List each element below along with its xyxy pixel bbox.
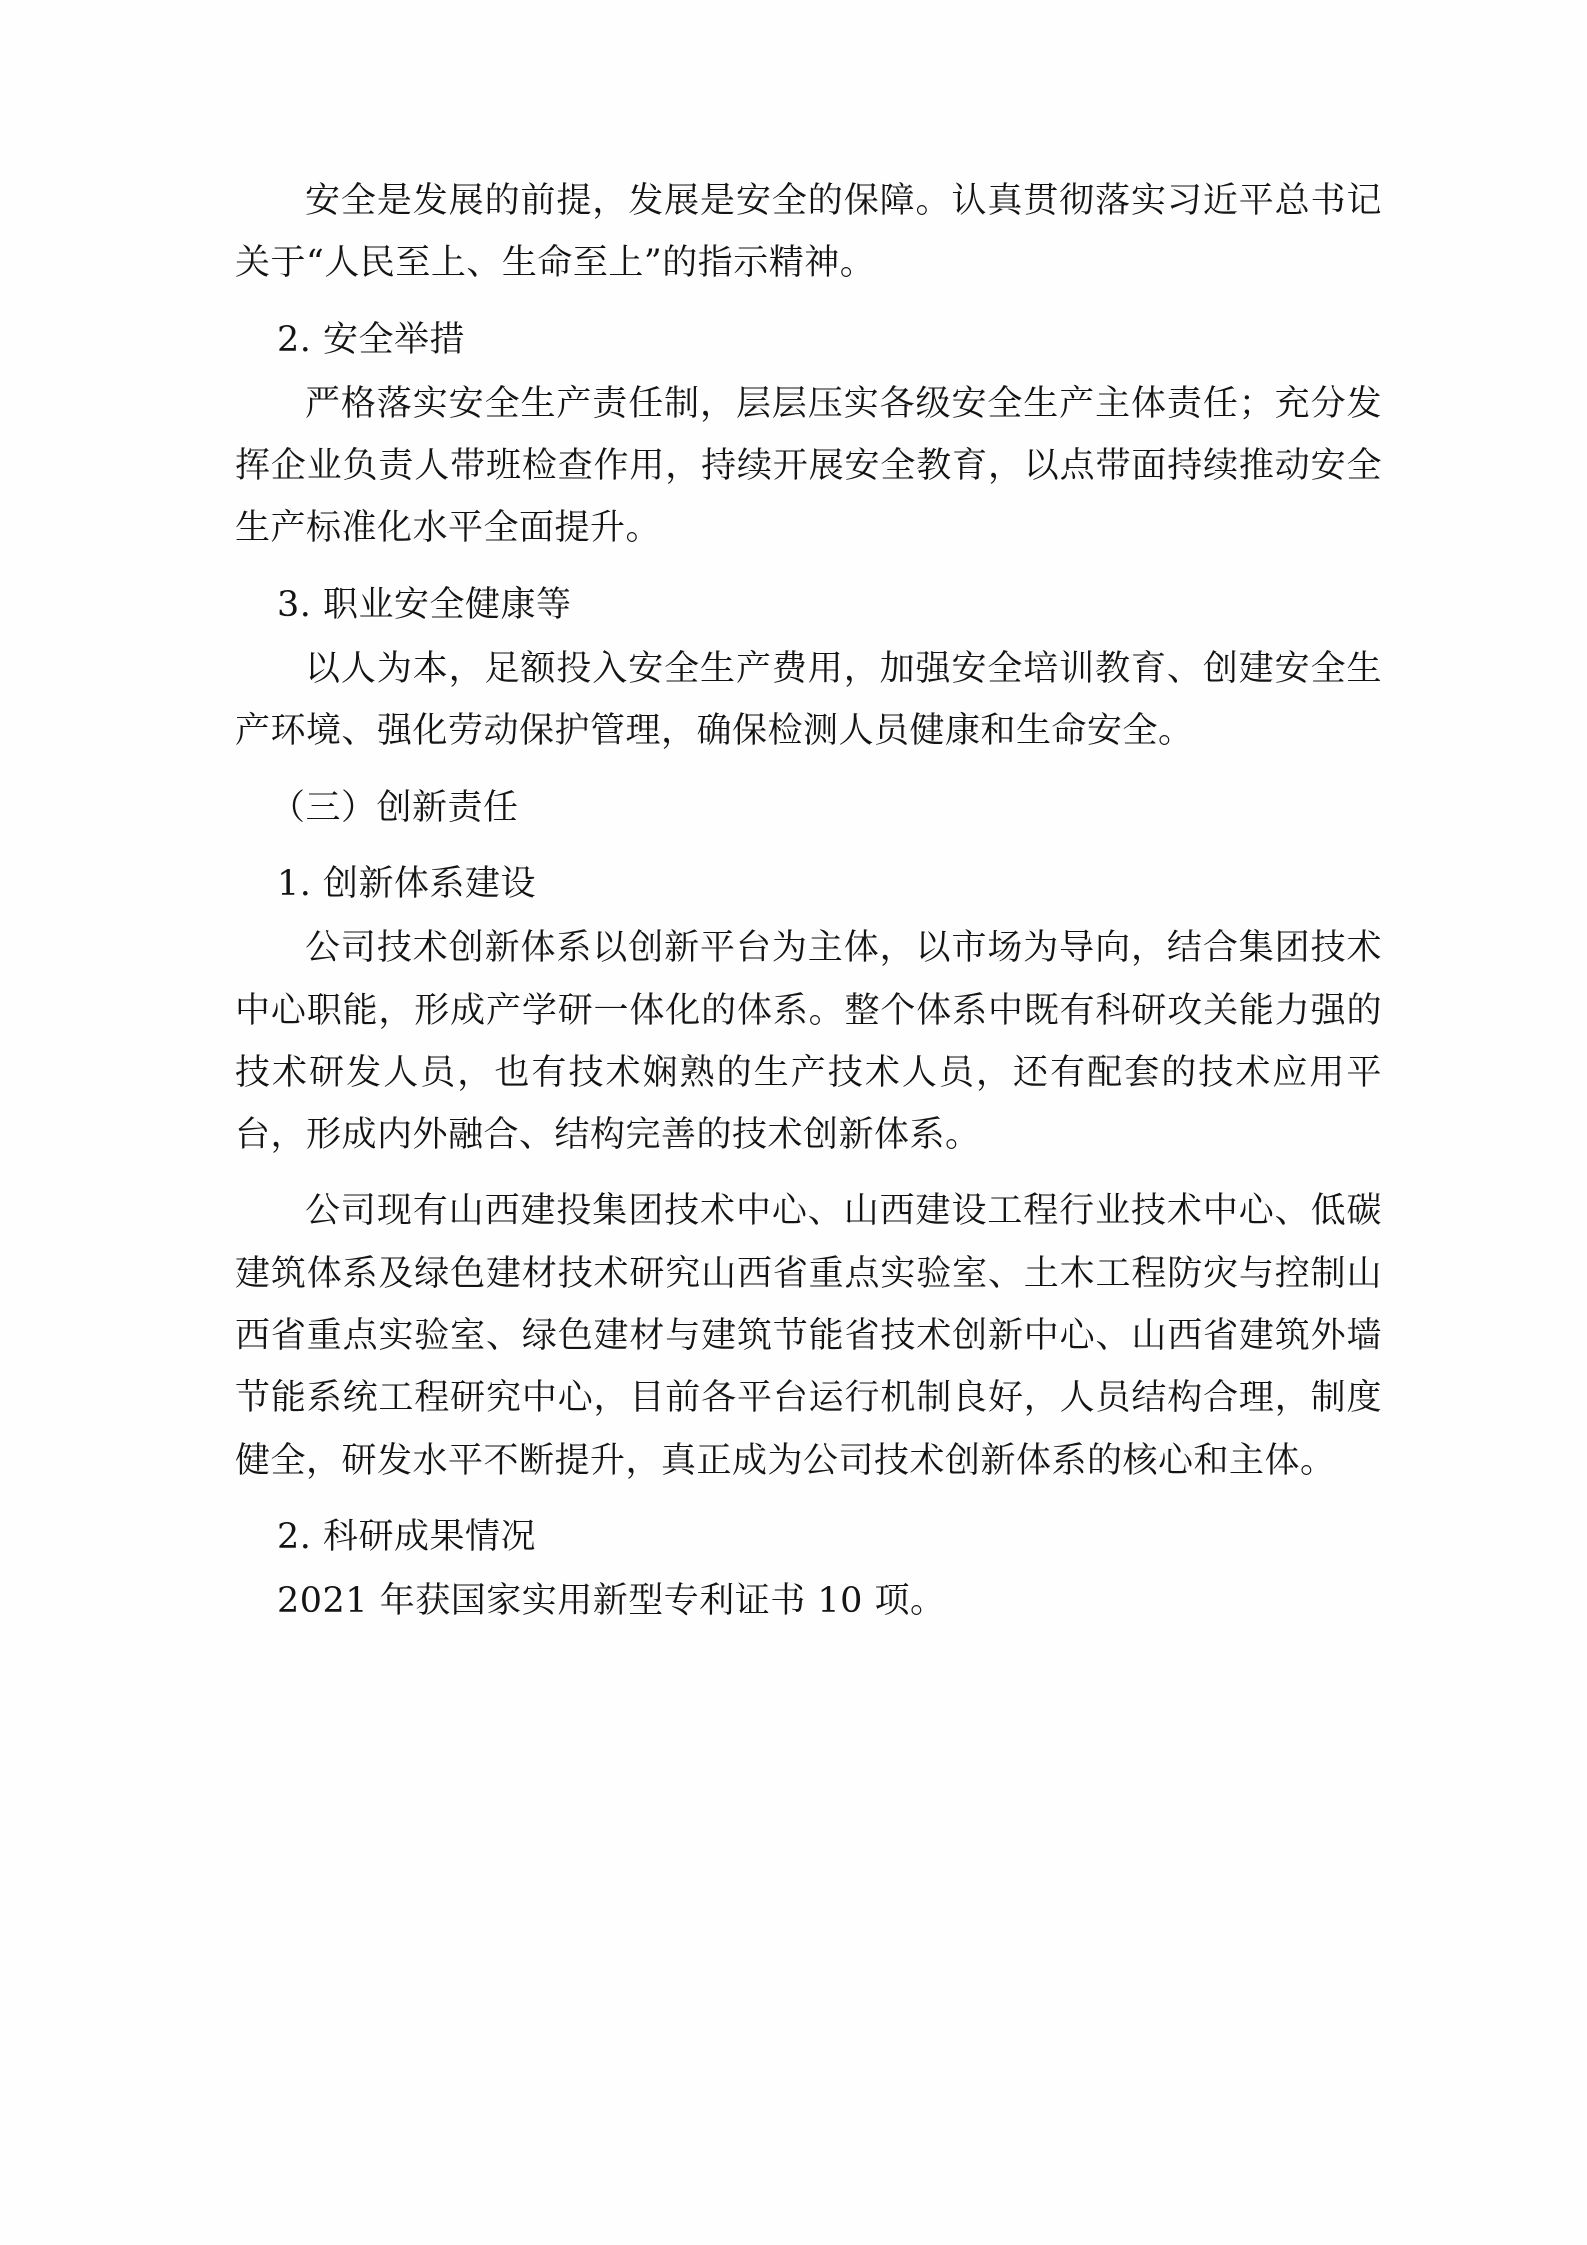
heading-occupational-health: 3. 职业安全健康等 xyxy=(277,584,572,625)
document-body xyxy=(235,170,1382,1633)
paragraph-occupational-health: 以人为本，足额投入安全生产费用，加强安全培训教育、创建安全生产环境、强化劳动保护管理，确保检测人员健康和生命安全。 xyxy=(235,649,1382,752)
paragraph-innovation-system: 公司技术创新体系以创新平台为主体，以市场为导向，结合集团技术中心职能，形成产学研一体化的体系。整个体系中既有科研攻关能力强的技术研发人员，也有技术娴熟的生产技术人员，还有配套的技术应用平台，形成内外融合、结构完善的技术创新体系。 xyxy=(235,928,1382,1156)
paragraph-innovation-platforms: 公司现有山西建投集团技术中心、山西建设工程行业技术中心、低碳建筑体系及绿色建材技术研究山西省重点实验室、土木工程防灾与控制山西省重点实验室、绿色建材与建筑节能省技术创新中心、山西省建筑外墙节能系统工程研究中心，目前各平台运行机制良好，人员结构合理，制度健全，研发水平不断提升，真正成为公司技术创新体系的核心和主体。 xyxy=(235,1191,1382,1481)
paragraph-safety-premise: 安全是发展的前提，发展是安全的保障。认真贯彻落实习近平总书记关于“人民至上、生命至上”的指示精神。 xyxy=(235,181,1382,284)
heading-innovation-system: 1. 创新体系建设 xyxy=(277,863,537,904)
paragraph-patent-count: 2021 年获国家实用新型专利证书 10 项。 xyxy=(277,1581,946,1622)
heading-research-results: 2. 科研成果情况 xyxy=(277,1516,537,1557)
heading-innovation-responsibility: （三）创新责任 xyxy=(270,787,519,828)
paragraph-safety-measures: 严格落实安全生产责任制，层层压实各级安全生产主体责任；充分发挥企业负责人带班检查作用，持续开展安全教育，以点带面持续推动安全生产标准化水平全面提升。 xyxy=(235,383,1382,549)
heading-safety-measures: 2. 安全举措 xyxy=(277,319,466,360)
